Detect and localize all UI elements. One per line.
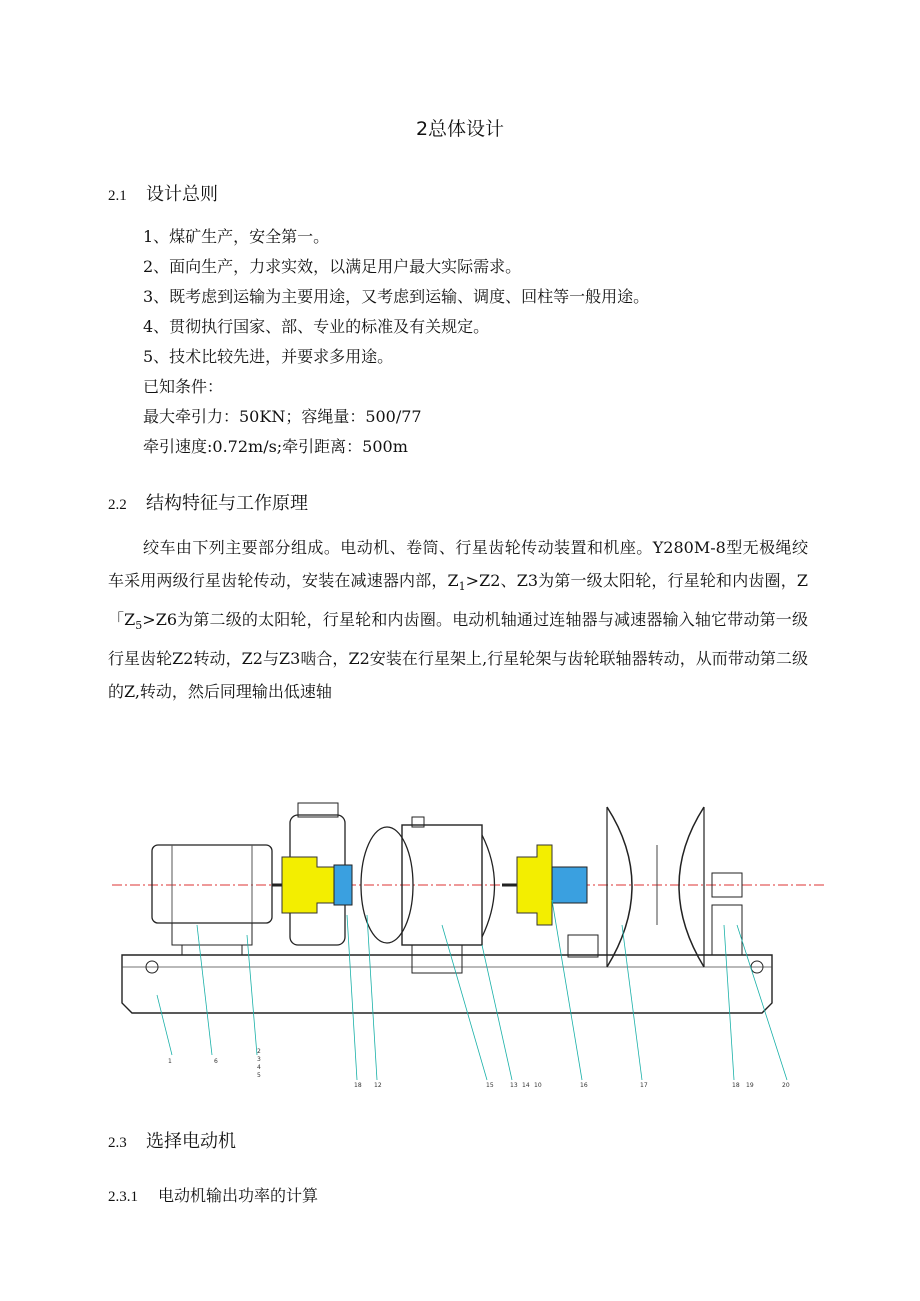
section-number: 2.3.1	[108, 1189, 138, 1205]
part-label: 13	[510, 1082, 518, 1089]
winch-assembly-figure	[112, 795, 824, 1095]
section-heading-2-3	[108, 1127, 236, 1153]
drum-right-flange	[679, 807, 704, 967]
section-label: 设计总则	[146, 184, 218, 205]
structure-paragraph: 绞车由下列主要部分组成。电动机、卷筒、行星齿轮传动装置和机座。Y280M-8型无极绳绞车采用两级行星齿轮传动，安装在减速器内部，$Z_1>Z2$、Z3为第一级太阳轮，行星轮和内齿圈，Z「$Z_5>Z6$为第二级的太阳轮，行星轮和内齿圈。电动机轴通过连轴器与减速器输入轴它带动第一级行星齿轮Z2转动，Z2与Z3啮合，Z2安装在行星架上,行星轮架与齿轮联轴器转动，从而带动第二级的Z,转动，然后同理输出低速轴	[108, 538, 808, 702]
rule-4: 4、贯彻执行国家、部、专业的标准及有关规定。	[143, 317, 490, 336]
coupling-2	[517, 845, 552, 925]
rule-3: 3、既考虑到运输为主要用途，又考虑到运输、调度、回柱等一般用途。	[143, 287, 650, 306]
motor	[152, 845, 272, 923]
part-label: 18	[732, 1082, 740, 1089]
part-label: 20	[782, 1082, 790, 1089]
section-heading-2-1	[108, 180, 218, 206]
drum-left-flange	[607, 807, 632, 967]
known-conditions-label: 已知条件：	[143, 377, 224, 396]
bearing-block-1	[568, 935, 598, 957]
motor-foot	[172, 923, 252, 945]
coupling-hub	[334, 865, 352, 905]
page-title: 2总体设计	[415, 118, 505, 140]
section-label: 电动机输出功率的计算	[158, 1186, 319, 1205]
part-label: 16	[580, 1082, 588, 1089]
output-shaft	[552, 867, 587, 903]
part-label: 19	[746, 1082, 754, 1089]
rule-5: 5、技术比较先进，并要求多用途。	[143, 347, 394, 366]
known-condition-1: 最大牵引力：50KN；容绳量：500/77	[143, 407, 422, 426]
part-label: 17	[640, 1082, 648, 1089]
part-label: 3	[257, 1056, 261, 1063]
section-label: 选择电动机	[146, 1131, 236, 1152]
part-label: 10	[534, 1082, 542, 1089]
part-label: 14	[522, 1082, 530, 1089]
part-label: 5	[257, 1072, 261, 1079]
part-label: 1	[168, 1058, 172, 1065]
part-label: 12	[374, 1082, 382, 1089]
section-number: 2.3	[108, 1135, 127, 1151]
base-frame	[122, 955, 772, 1013]
section-label: 结构特征与工作原理	[146, 493, 308, 514]
rule-1: 1、煤矿生产，安全第一。	[143, 227, 330, 246]
section-number: 2.2	[108, 497, 127, 513]
coupling-1	[282, 857, 334, 913]
part-label: 6	[214, 1058, 218, 1065]
part-label: 15	[486, 1082, 494, 1089]
section-heading-2-2	[108, 489, 308, 515]
part-label: 2	[257, 1048, 261, 1055]
part-label: 18	[354, 1082, 362, 1089]
part-label: 4	[257, 1064, 261, 1071]
section-number: 2.1	[108, 188, 127, 204]
section-heading-2-3-1	[108, 1183, 318, 1206]
known-condition-2: 牵引速度:0.72m/s;牵引距离：500m	[143, 437, 408, 456]
rule-2: 2、面向生产，力求实效，以满足用户最大实际需求。	[143, 257, 522, 276]
